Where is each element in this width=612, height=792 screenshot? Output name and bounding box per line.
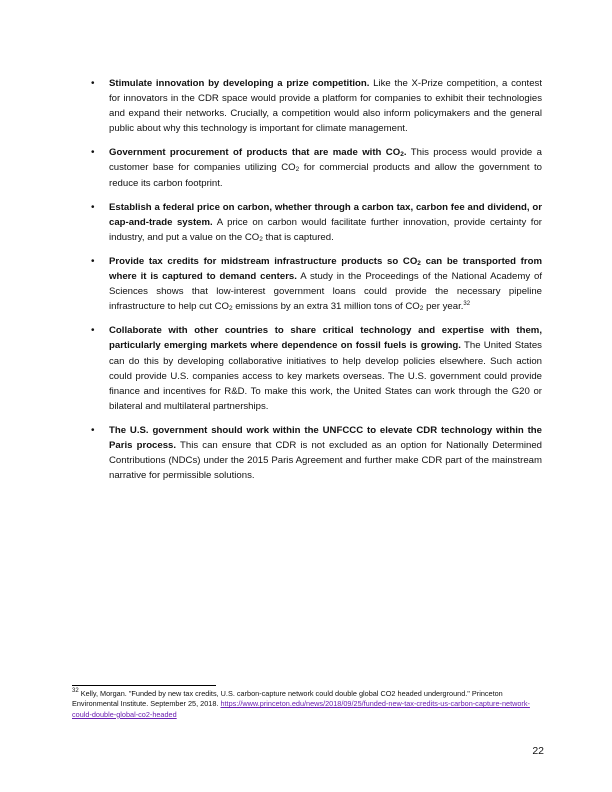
recommendation-list	[91, 76, 542, 492]
page-number: 22	[532, 745, 544, 757]
item-body: This can ensure that CDR is not excluded as an option for Nationally Determined Contributions (NDCs) under the 2015 Paris Agreement and further make CDR part of the mainstream narrative for permissible solutions.	[109, 439, 542, 482]
list-item	[91, 76, 542, 136]
bullet-icon: •	[91, 147, 95, 159]
item-body: The United States can do this by developing collaborative initiatives to help develop policies elsewhere. Such action could provide U.S. companies access to key markets overseas. The U.S. government could provide finance and incentives for R&D. To make this work, the United States can work through the G20 or bilateral and multilateral partnerships.	[109, 340, 542, 412]
bullet-icon: •	[91, 255, 95, 267]
bullet-icon: •	[91, 325, 95, 337]
item-body: A price on carbon would facilitate further innovation, provide certainty for industry, and put a value on the $CO_2$ that is captured.	[109, 216, 542, 243]
item-heading: The U.S. government should work within the UNFCCC to elevate CDR technology within the Paris process.	[109, 424, 542, 451]
bullet-icon: •	[91, 424, 95, 436]
list-item	[91, 423, 542, 483]
footnote-number: 32	[72, 688, 79, 694]
item-heading: Provide tax credits for midstream infrastructure products so $CO_2$ can be transported from where it is captured to demand centers.	[109, 255, 543, 283]
list-item	[91, 254, 542, 314]
item-body: Like the X-Prize competition, a contest for innovators in the CDR space would provide a platform for companies to exhibit their technologies and expand their networks. Crucially, a competition would also inform policymakers and the general public about why this technology is important for climate management.	[109, 78, 543, 135]
item-body: This process would provide a customer base for companies utilizing $CO_2$ for commercial products and allow the government to reduce its carbon footprint.	[109, 147, 543, 189]
footnote-link[interactable]: https://www.princeton.edu/news/2018/09/25/funded-new-tax-credits-us-carbon-capture-network-could-double-global-co2-headed	[72, 699, 530, 719]
item-heading: Government procurement of products that are made with $CO_2$.	[109, 147, 407, 159]
item-heading: Stimulate innovation by developing a prize competition.	[109, 78, 370, 89]
list-item	[91, 323, 542, 414]
list-item	[91, 200, 542, 245]
footnote-divider	[72, 685, 216, 686]
footnote-reference[interactable]: 32	[463, 301, 471, 308]
item-heading: Collaborate with other countries to share critical technology and expertise with them, particularly emerging markets where dependence on fossil fuels is growing.	[109, 325, 542, 352]
footnote-text: Kelly, Morgan. "Funded by new tax credits, U.S. carbon-capture network could double global CO2 headed underground." Princeton Environmental Institute. September 25, 2018.	[72, 689, 503, 709]
bullet-icon: •	[91, 78, 95, 89]
list-item	[91, 145, 542, 190]
footnote	[72, 689, 542, 720]
item-body: A study in the Proceedings of the National Academy of Sciences shows that low-interest government loans could provide the necessary pipeline infrastructure to help cut $CO_2$ emissions by an extra 31 million tons of $CO_2$ per year.$^{32}$	[109, 271, 542, 313]
bullet-icon: •	[91, 201, 95, 213]
item-heading: Establish a federal price on carbon, whether through a carbon tax, carbon fee and dividend, or cap-and-trade system.	[109, 201, 542, 228]
